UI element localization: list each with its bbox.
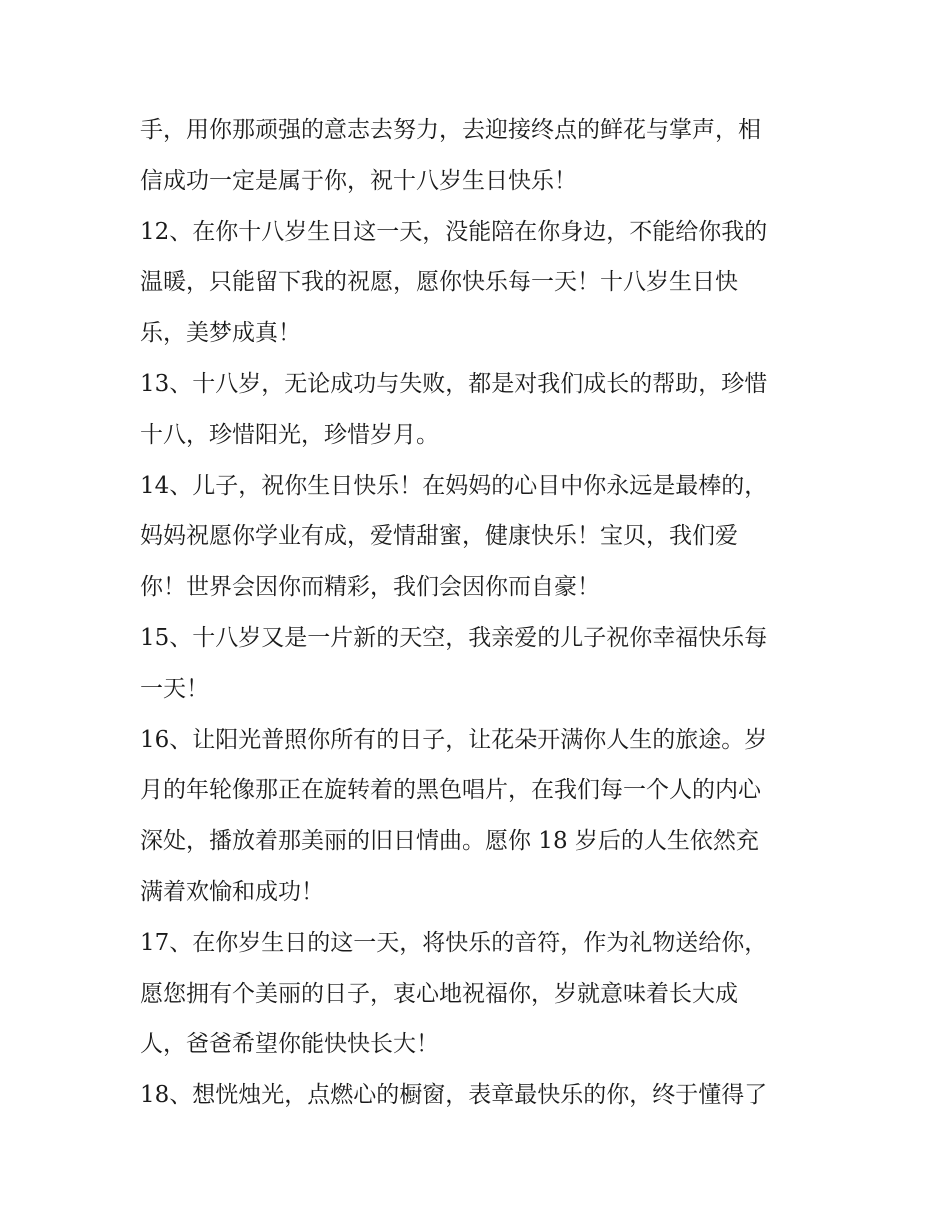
text-line: 满着欢愉和成功！ [140, 878, 324, 905]
text-line: 你！世界会因你而精彩，我们会因你而自豪！ [140, 574, 600, 601]
text-line: 温暖，只能留下我的祝愿，愿你快乐每一天！十八岁生日快 [140, 269, 738, 296]
text-line: 12、在你十八岁生日这一天，没能陪在你身边，不能给你我的 [140, 218, 768, 245]
text-line: 一天！ [140, 675, 209, 702]
text-line: 妈妈祝愿你学业有成，爱情甜蜜，健康快乐！宝贝，我们爱 [140, 523, 738, 550]
text-line: 信成功一定是属于你，祝十八岁生日快乐！ [140, 167, 577, 194]
text-line: 13、十八岁，无论成功与失败，都是对我们成长的帮助，珍惜 [140, 370, 768, 397]
text-line: 人，爸爸希望你能快快长大！ [140, 1031, 439, 1058]
text-line: 16、让阳光普照你所有的日子，让花朵开满你人生的旅途。岁 [140, 726, 768, 753]
text-line: 14、儿子，祝你生日快乐！在妈妈的心目中你永远是最棒的， [140, 472, 768, 499]
text-line: 愿您拥有个美丽的日子，衷心地祝福你，岁就意味着长大成 [140, 980, 738, 1007]
text-line: 18、想恍烛光，点燃心的橱窗，表章最快乐的你，终于懂得了 [140, 1082, 768, 1109]
text-line: 月的年轮像那正在旋转着的黑色唱片，在我们每一个人的内心 [140, 777, 761, 804]
document-body [140, 105, 820, 1121]
text-line: 十八，珍惜阳光，珍惜岁月。 [140, 421, 439, 448]
text-line: 手，用你那顽强的意志去努力，去迎接终点的鲜花与掌声，相 [140, 117, 761, 143]
text-line: 深处，播放着那美丽的旧日情曲。愿你 18 岁后的人生依然充 [140, 828, 759, 855]
text-line: 15、十八岁又是一片新的天空，我亲爱的儿子祝你幸福快乐每 [140, 624, 768, 651]
text-line: 17、在你岁生日的这一天，将快乐的音符，作为礼物送给你， [140, 929, 768, 956]
text-line: 乐，美梦成真！ [140, 320, 301, 347]
